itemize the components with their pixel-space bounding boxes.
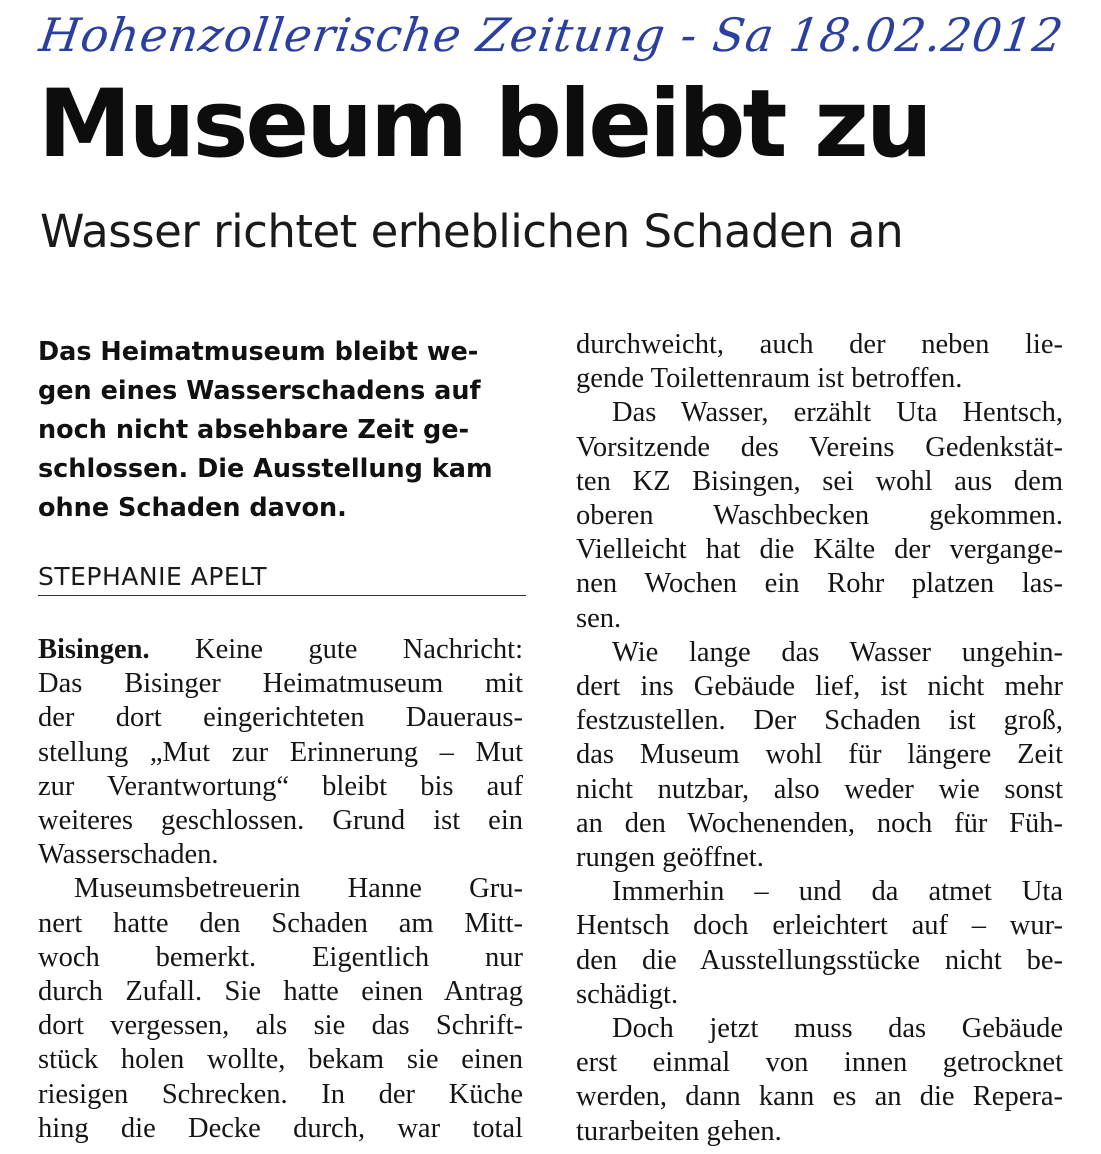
body-line: riesigen Schrecken. In der Küche bbox=[38, 1078, 523, 1110]
body-line: ten KZ Bisingen, sei wohl aus dem bbox=[576, 465, 1063, 497]
body-line: nicht nutzbar, also weder wie sonst bbox=[576, 773, 1063, 805]
body-line: Vielleicht hat die Kälte der vergange- bbox=[576, 534, 1063, 566]
body-line: weiteres geschlossen. Grund ist ein bbox=[38, 805, 523, 837]
body-line: Wie lange das Wasser ungehin- bbox=[612, 636, 1063, 668]
body-line: Vorsitzende des Vereins Gedenkstät- bbox=[576, 431, 1063, 463]
lead-line: ohne Schaden davon. bbox=[38, 493, 347, 523]
body-line: durch Zufall. Sie hatte einen Antrag bbox=[38, 976, 523, 1008]
body-line: das Museum wohl für längere Zeit bbox=[576, 739, 1063, 771]
body-line: festzustellen. Der Schaden ist groß, bbox=[576, 705, 1063, 737]
body-line: Immerhin – und da atmet Uta bbox=[612, 876, 1063, 908]
article-column-left bbox=[38, 633, 523, 1146]
handwritten-source-note: Hohenzollerische Zeitung - Sa 18.02.2012 bbox=[36, 8, 1068, 62]
body-line: stellung „Mut zur Erinnerung – Mut bbox=[38, 736, 523, 768]
dateline: Bisingen. bbox=[38, 634, 150, 665]
lead-line: noch nicht absehbare Zeit ge- bbox=[38, 415, 470, 445]
body-line: erst einmal von innen getrocknet bbox=[576, 1047, 1063, 1079]
body-line: gende Toilettenraum ist betroffen. bbox=[576, 363, 963, 395]
article-column-right bbox=[576, 328, 1063, 1149]
body-line: dort vergessen, als sie das Schrift- bbox=[38, 1010, 523, 1042]
body-line: Wasserschaden. bbox=[38, 839, 219, 871]
body-line: hing die Decke durch, war total bbox=[38, 1112, 523, 1144]
body-line: woch bemerkt. Eigentlich nur bbox=[38, 941, 523, 973]
lead-line: schlossen. Die Ausstellung kam bbox=[38, 454, 493, 484]
body-line: den die Ausstellungsstücke nicht be- bbox=[576, 944, 1063, 976]
body-line: an den Wochenenden, noch für Füh- bbox=[576, 807, 1063, 839]
body-line: werden, dann kann es an die Repera- bbox=[576, 1081, 1063, 1113]
body-line: Das Bisinger Heimatmuseum mit bbox=[38, 668, 523, 700]
body-line: zur Verantwortung“ bleibt bis auf bbox=[38, 770, 523, 802]
article-lead bbox=[38, 333, 538, 528]
body-line: schädigt. bbox=[576, 978, 679, 1010]
body-line: turarbeiten gehen. bbox=[576, 1115, 782, 1147]
body-line: Doch jetzt muss das Gebäude bbox=[612, 1013, 1063, 1045]
body-line: nert hatte den Schaden am Mitt- bbox=[38, 907, 523, 939]
body-line: oberen Waschbecken gekommen. bbox=[576, 500, 1063, 532]
body-line bbox=[38, 633, 523, 667]
body-line: dert ins Gebäude lief, ist nicht mehr bbox=[576, 671, 1063, 703]
body-line: stück holen wollte, bekam sie einen bbox=[38, 1044, 523, 1076]
body-line: Hentsch doch erleichtert auf – wur- bbox=[576, 910, 1063, 942]
body-line: Museumsbetreuerin Hanne Gru- bbox=[74, 873, 523, 905]
article-subheadline: Wasser richtet erheblichen Schaden an bbox=[40, 205, 904, 258]
body-line: durchweicht, auch der neben lie- bbox=[576, 329, 1063, 360]
body-text: Keine gute Nachricht: bbox=[194, 634, 523, 665]
body-line: Das Wasser, erzählt Uta Hentsch, bbox=[612, 397, 1063, 429]
lead-line: gen eines Wasserschadens auf bbox=[38, 376, 481, 406]
body-line: der dort eingerichteten Daueraus- bbox=[38, 702, 523, 734]
body-line: sen. bbox=[576, 602, 622, 634]
author-byline: STEPHANIE APELT bbox=[38, 562, 526, 596]
body-line: nen Wochen ein Rohr platzen las- bbox=[576, 568, 1063, 600]
article-headline: Museum bleibt zu bbox=[38, 70, 930, 179]
lead-line: Das Heimatmuseum bleibt we- bbox=[38, 337, 479, 367]
body-line: rungen geöffnet. bbox=[576, 842, 764, 874]
